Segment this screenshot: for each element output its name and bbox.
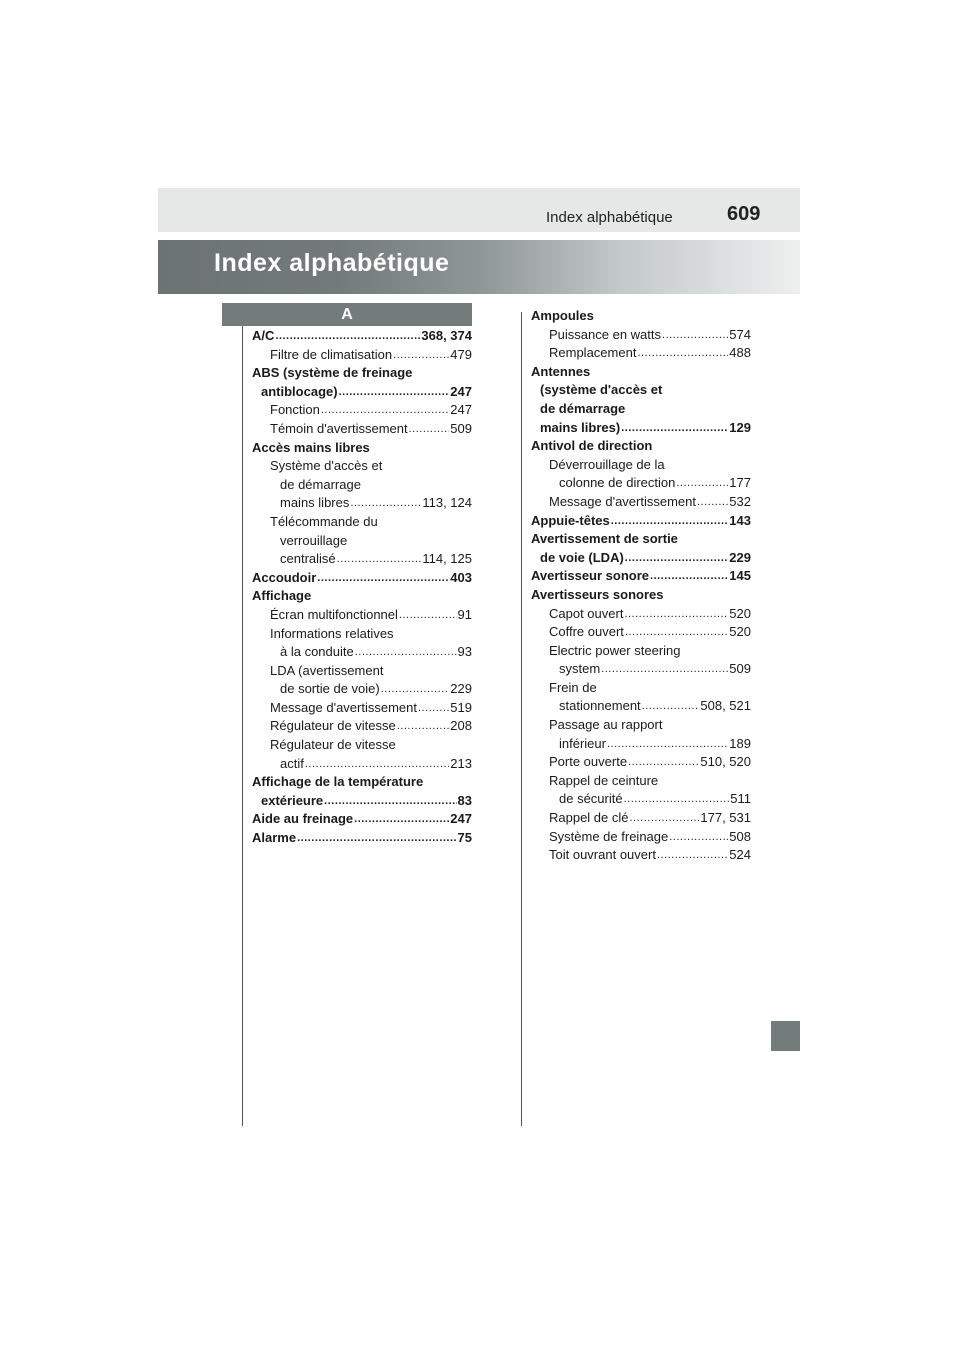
index-entry-term: Passage au rapport (549, 717, 663, 733)
index-entry (531, 400, 751, 419)
index-entry (531, 344, 751, 363)
index-entry-pages[interactable]: 83 (457, 792, 472, 808)
leader-dots (625, 549, 729, 568)
index-entry (252, 625, 472, 644)
index-entry (252, 792, 472, 811)
index-entry-term: à la conduite (280, 644, 354, 660)
index-entry-term: de voie (LDA) (540, 549, 624, 565)
index-entry (252, 569, 472, 588)
leader-dots (354, 810, 449, 829)
index-entry-term: mains libres) (540, 419, 621, 435)
index-entry-term: Avertissement de sortie (531, 531, 678, 547)
index-entry-term: Porte ouverte (549, 754, 628, 770)
index-entry-term: A/C (252, 328, 275, 343)
index-entry (252, 420, 472, 439)
leader-dots (337, 550, 422, 569)
index-entry-pages[interactable]: 532 (729, 493, 751, 509)
index-entry (252, 383, 472, 402)
index-entry-pages[interactable]: 177, 531 (700, 810, 751, 826)
index-entry-term: Alarme (252, 830, 297, 846)
index-entry-term: Toit ouvrant ouvert (549, 847, 656, 863)
index-entry (531, 735, 751, 754)
index-entry (252, 606, 472, 625)
index-entry-pages[interactable]: 509 (729, 661, 751, 677)
leader-dots (669, 828, 728, 847)
index-entry-term: Filtre de climatisation (270, 346, 393, 362)
index-entry-pages[interactable]: 247 (450, 383, 472, 399)
index-entry-pages[interactable]: 91 (457, 606, 472, 622)
section-tab-marker (771, 1021, 800, 1051)
index-entry (531, 381, 751, 400)
index-entry-pages[interactable]: 114, 125 (422, 551, 472, 567)
index-entry-pages[interactable]: 143 (729, 512, 751, 528)
index-entry (531, 809, 751, 828)
index-entry-pages[interactable]: 524 (729, 847, 751, 863)
index-entry-term: ABS (système de freinage (252, 365, 413, 381)
index-entry (531, 586, 751, 605)
index-entry-pages[interactable]: 479 (450, 346, 472, 362)
index-entry (531, 753, 751, 772)
index-entry-pages[interactable]: 75 (457, 830, 472, 846)
index-entry-term: inférieur (559, 735, 606, 751)
index-entry (531, 790, 751, 809)
index-entry-term: Antivol de direction (531, 438, 653, 454)
index-entry (252, 662, 472, 681)
index-entry-term: Fonction (270, 402, 320, 418)
leader-dots (611, 512, 729, 531)
index-entry-term: Avertisseur sonore (531, 568, 650, 584)
leader-dots (355, 643, 457, 662)
leader-dots (350, 494, 421, 513)
leader-dots (637, 344, 728, 363)
index-entry (531, 512, 751, 531)
index-entry (252, 755, 472, 774)
index-entry-term: de sortie de voie) (280, 681, 380, 697)
index-entry-term: Rappel de ceinture (549, 772, 659, 788)
index-entry-term: Avertisseurs sonores (531, 586, 664, 602)
index-entry-term: extérieure (261, 792, 324, 808)
index-entry-pages[interactable]: 520 (729, 624, 751, 640)
right-index-column (531, 307, 751, 865)
index-entry-term: Capot ouvert (549, 605, 624, 621)
leader-dots (657, 846, 728, 865)
left-column-rule (242, 326, 243, 1126)
leader-dots (607, 735, 728, 754)
index-entry (252, 550, 472, 569)
leader-dots (628, 753, 699, 772)
index-entry-pages[interactable]: 145 (729, 568, 751, 584)
index-entry-term: Message d'avertissement (270, 699, 417, 715)
index-entry (252, 699, 472, 718)
index-entry (531, 605, 751, 624)
index-entry (252, 439, 472, 458)
leader-dots (275, 327, 420, 346)
index-entry (531, 437, 751, 456)
index-entry (252, 346, 472, 365)
index-entry-pages[interactable]: 509 (450, 420, 472, 436)
index-entry (531, 660, 751, 679)
leader-dots (317, 569, 449, 588)
index-entry-term: (système d'accès et (540, 382, 663, 398)
index-entry (252, 513, 472, 532)
leader-dots (624, 605, 728, 624)
leader-dots (321, 401, 449, 420)
index-entry-term: Message d'avertissement (549, 493, 696, 509)
index-entry (252, 401, 472, 420)
index-entry-term: Affichage (252, 588, 312, 604)
index-entry-term: LDA (avertissement (270, 662, 384, 678)
index-entry-term: system (559, 661, 601, 677)
index-entry-term: Antennes (531, 363, 591, 379)
index-entry-pages[interactable]: 208 (450, 718, 472, 734)
index-entry-pages[interactable]: 574 (729, 326, 751, 342)
leader-dots (676, 474, 728, 493)
index-entry (252, 736, 472, 755)
index-entry-pages[interactable]: 508 (729, 828, 751, 844)
index-entry-term: verrouillage (280, 532, 348, 548)
index-entry-term: Frein de (549, 679, 597, 695)
index-entry-pages[interactable]: 508, 521 (700, 698, 751, 714)
leader-dots (381, 680, 450, 699)
index-entry-term: de démarrage (280, 476, 361, 492)
index-entry-pages[interactable]: 520 (729, 605, 751, 621)
index-entry-pages[interactable]: 189 (729, 735, 751, 751)
index-entry (252, 532, 472, 551)
index-entry (531, 828, 751, 847)
index-entry (531, 456, 751, 475)
index-entry (531, 697, 751, 716)
index-entry (531, 419, 751, 438)
index-entry-term: Remplacement (549, 345, 637, 361)
index-entry (252, 773, 472, 792)
left-index-column (252, 327, 472, 848)
header-bar (158, 188, 800, 232)
leader-dots (697, 493, 728, 512)
index-entry (531, 642, 751, 661)
index-entry (252, 810, 472, 829)
index-entry (531, 307, 751, 326)
letter-heading: A (222, 303, 472, 326)
index-entry (252, 327, 472, 346)
index-entry-term: colonne de direction (559, 475, 676, 491)
leader-dots (650, 567, 728, 586)
index-entry (531, 772, 751, 791)
index-entry (252, 717, 472, 736)
header-section-title: Index alphabétique (546, 209, 673, 226)
index-entry-pages[interactable]: 129 (729, 419, 751, 435)
index-entry (252, 587, 472, 606)
leader-dots (418, 699, 449, 718)
index-entry-term: Ampoules (531, 308, 594, 323)
index-entry-pages[interactable]: 247 (450, 402, 472, 418)
index-entry-term: Déverrouillage de la (549, 456, 665, 472)
index-entry (531, 623, 751, 642)
leader-dots (642, 697, 700, 716)
leader-dots (625, 623, 728, 642)
index-entry-pages[interactable]: 113, 124 (422, 495, 472, 511)
index-entry-term: Coffre ouvert (549, 624, 624, 640)
index-entry-pages[interactable]: 177 (729, 475, 751, 491)
center-column-rule (521, 312, 522, 1126)
leader-dots (324, 792, 456, 811)
index-entry-pages[interactable]: 229 (450, 681, 472, 697)
leader-dots (339, 383, 450, 402)
index-entry (531, 549, 751, 568)
index-entry-term: Informations relatives (270, 625, 394, 641)
index-entry (531, 326, 751, 345)
index-entry-pages[interactable]: 247 (450, 811, 472, 827)
index-entry-term: antiblocage) (261, 383, 338, 399)
leader-dots (630, 809, 700, 828)
index-entry-term: Régulateur de vitesse (270, 718, 396, 734)
index-entry (531, 474, 751, 493)
index-entry-term: Accoudoir (252, 569, 317, 585)
index-entry-term: Témoin d'avertissement (270, 420, 408, 436)
index-entry-term: Accès mains libres (252, 439, 370, 455)
leader-dots (621, 419, 728, 438)
index-entry-pages[interactable]: 519 (450, 699, 472, 715)
leader-dots (399, 606, 457, 625)
leader-dots (297, 829, 456, 848)
leader-dots (409, 420, 450, 439)
index-entry-term: Aide au freinage (252, 811, 354, 827)
index-entry (531, 679, 751, 698)
index-entry (252, 494, 472, 513)
index-entry-term: de sécurité (559, 791, 623, 807)
index-entry-term: Système d'accès et (270, 458, 383, 474)
leader-dots (397, 717, 450, 736)
index-entry-term: Télécommande du (270, 513, 378, 529)
index-entry-term: Appuie-têtes (531, 512, 610, 528)
index-entry (531, 530, 751, 549)
index-entry-term: Système de freinage (549, 828, 669, 844)
leader-dots (662, 326, 728, 345)
index-entry (252, 680, 472, 699)
index-entry-pages[interactable]: 511 (730, 791, 751, 807)
index-entry (531, 567, 751, 586)
leader-dots (305, 755, 449, 774)
index-entry (531, 846, 751, 865)
index-entry-pages[interactable]: 229 (729, 549, 751, 565)
index-entry-term: mains libres (280, 495, 350, 511)
index-entry-pages[interactable]: 510, 520 (700, 754, 751, 770)
index-entry (252, 829, 472, 848)
index-entry-pages[interactable]: 488 (729, 345, 751, 361)
index-entry-term: Puissance en watts (549, 326, 662, 342)
index-entry (252, 643, 472, 662)
page-title: Index alphabétique (214, 249, 450, 277)
index-entry-pages[interactable]: 368, 374 (421, 328, 472, 343)
index-entry-term: stationnement (559, 698, 641, 714)
leader-dots (393, 346, 449, 365)
index-entry (252, 364, 472, 383)
index-entry-term: centralisé (280, 551, 336, 567)
index-entry-pages[interactable]: 403 (450, 569, 472, 585)
index-entry-term: Affichage de la température (252, 774, 424, 790)
index-entry (252, 476, 472, 495)
index-entry-pages[interactable]: 93 (457, 644, 472, 660)
index-entry (252, 457, 472, 476)
index-entry (531, 493, 751, 512)
index-entry-term: Régulateur de vitesse (270, 737, 396, 753)
index-entry-term: Écran multifonctionnel (270, 606, 398, 622)
index-entry-pages[interactable]: 213 (450, 755, 472, 771)
index-entry-term: Electric power steering (549, 642, 681, 658)
leader-dots (601, 660, 728, 679)
index-entry-term: actif (280, 755, 304, 771)
index-entry (531, 363, 751, 382)
index-entry-term: Rappel de clé (549, 810, 629, 826)
index-entry (531, 716, 751, 735)
page-number: 609 (727, 203, 761, 225)
index-entry-term: de démarrage (540, 400, 626, 416)
leader-dots (624, 790, 730, 809)
